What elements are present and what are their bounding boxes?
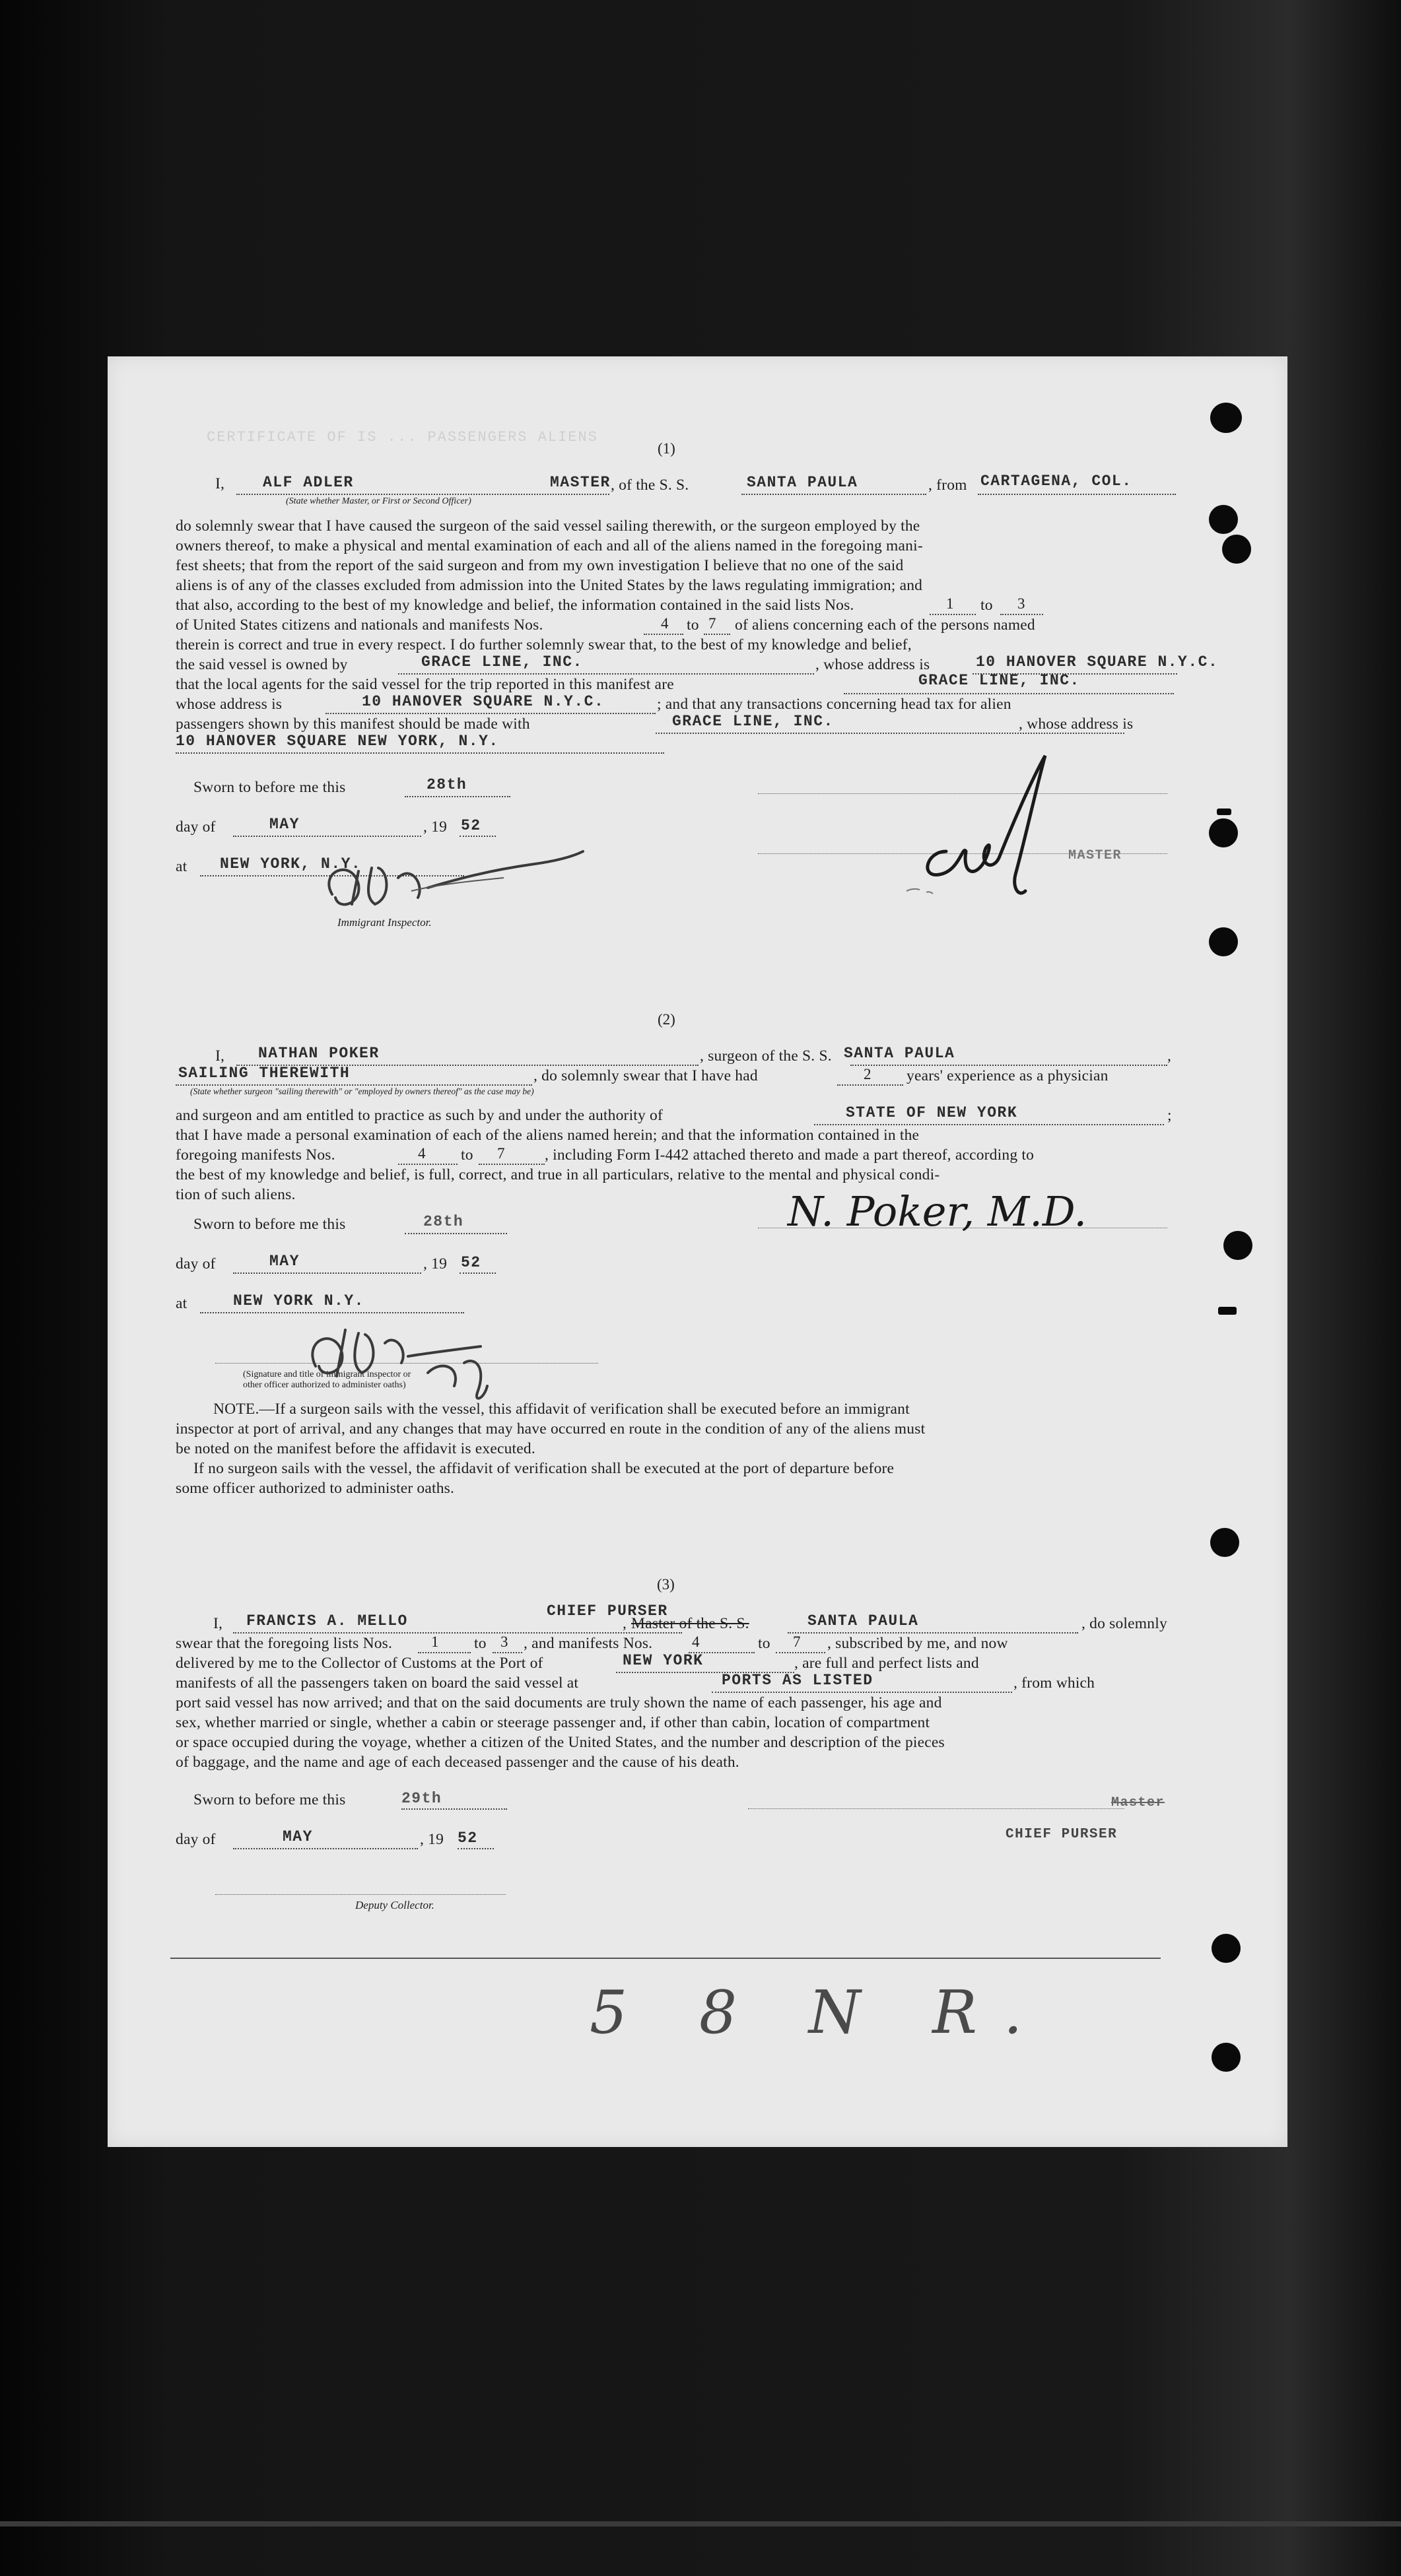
punch-hole [1210,1528,1239,1557]
label: to [758,1635,770,1652]
manifest-number: 7 [793,1634,801,1650]
ports-of-embarkation: PORTS AS LISTED [722,1672,873,1689]
affidavit-text: sex, whether married or single, whether a cabin or steerage passenger and, if other than cabin, location of compartment [176,1714,930,1731]
label: day of [176,1831,216,1848]
affidavit-text: whose address is [176,696,283,713]
sworn-year: 52 [461,1254,481,1271]
affidavit-text: passengers shown by this manifest should be made with [176,715,530,733]
section-number: (2) [658,1011,675,1028]
affidavit-text: delivered by me to the Collector of Customs at the Port of [176,1655,543,1672]
fill-line [236,494,609,495]
ship-name: SANTA PAULA [844,1045,955,1062]
faint-bleed-through: CERTIFICATE OF IS ... PASSENGERS ALIENS [207,429,598,446]
caption: (Signature and title of immigrant inspector or [243,1370,411,1379]
manifest-number: 7 [708,615,716,632]
affidavit-text: ; and that any transactions concerning head tax for alien [657,696,1011,713]
sworn-month: MAY [269,816,300,833]
affidavit-text: of baggage, and the name and age of each deceased passenger and the cause of his death. [176,1754,739,1771]
label: at [176,858,188,875]
list-number: 3 [1017,595,1025,612]
purser-name: FRANCIS A. MELLO [246,1612,408,1630]
sworn-day: 29th [401,1790,442,1807]
manifest-number: 4 [418,1145,426,1162]
ship-name: SANTA PAULA [807,1612,919,1630]
purser-rank: CHIEF PURSER [547,1602,668,1620]
affidavit-text: , from which [1013,1674,1095,1692]
section-number: (1) [658,440,675,457]
label: at [176,1295,188,1312]
years-experience: 2 [864,1066,871,1082]
punch-hole [1222,535,1251,564]
affidavit-text: and surgeon and am entitled to practice as such by and under the authority of [176,1107,664,1124]
handwritten-annotation [583,1967,1049,2063]
title-stamp: MASTER [1068,848,1122,863]
fill-line [233,1272,421,1274]
affidavit-text: , do solemnly [1081,1615,1167,1632]
label: , 19 [420,1831,444,1848]
fill-line [405,1233,507,1234]
departure-port: CARTAGENA, COL. [980,473,1132,490]
owner-address: 10 HANOVER SQUARE N.Y.C. [976,653,1219,671]
ship-name: SANTA PAULA [747,474,858,491]
inspector-signature [296,1294,520,1409]
label: , of the S. S. [611,477,689,494]
punch-hole [1209,505,1238,534]
label: , 19 [423,1255,448,1272]
scan-edge-line [0,2521,1401,2526]
punch-mark [1217,809,1231,815]
label: Sworn to before me this [193,1791,346,1808]
label: Master of the S. S. [631,1615,749,1632]
licensing-authority: STATE OF NEW YORK [846,1104,1018,1121]
label: , [1167,1047,1172,1065]
manifest-number: 7 [497,1145,505,1162]
surgeon-signature [781,1185,1124,1241]
fill-line [401,1808,507,1810]
fill-line [176,752,664,754]
label: day of [176,818,216,836]
label: Sworn to before me this [193,1216,346,1233]
affidavit-text: years' experience as a physician [906,1067,1109,1084]
master-name: ALF ADLER [263,474,354,491]
punch-hole [1210,403,1242,433]
affidavit-text: owners thereof, to make a physical and mental examination of each and all of the aliens named in the foregoing mani- [176,537,923,554]
handwritten-annotation-text: 5 8 N R. [590,1978,1049,2047]
affidavit-text: therein is correct and true in every respect. I do further solemnly swear that, to the best of my knowledge and belief, [176,636,912,653]
punch-hole [1212,2043,1241,2072]
agents-name: GRACE LINE, INC. [918,672,1080,689]
note-text: NOTE.—If a surgeon sails with the vessel, this affidavit of verification shall be executed before an immigrant [213,1401,910,1418]
label: to [687,616,699,634]
affidavit-text: manifests of all the passengers taken on board the said vessel at [176,1674,579,1692]
punch-hole [1209,818,1238,847]
fill-line [458,1848,494,1849]
note-text: inspector at port of arrival, and any changes that may have occurred en route in the condition of any of the aliens must [176,1420,926,1437]
fill-line [978,494,1176,495]
sworn-day: 28th [423,1213,464,1230]
label: to [980,597,993,614]
head-tax-agent: GRACE LINE, INC. [672,713,834,730]
fill-line [405,796,510,797]
fill-line [176,1084,532,1086]
list-number: 1 [431,1634,439,1650]
fill-line [460,1272,496,1274]
label: , 19 [423,818,448,836]
affidavit-text: , do solemnly swear that I have had [533,1067,758,1084]
affidavit-text: that the local agents for the said vessel for the trip reported in this manifest are [176,676,674,693]
note-text: some officer authorized to administer oaths. [176,1480,455,1497]
note-text: If no surgeon sails with the vessel, the affidavit of verification shall be executed at the port of departure before [193,1460,895,1477]
affidavit-text: , are full and perfect lists and [794,1655,979,1672]
surgeon-status: SAILING THEREWITH [178,1065,351,1082]
affidavit-text: that I have made a personal examination of each of the aliens named herein; and that the information contained in the [176,1127,920,1144]
head-tax-address: 10 HANOVER SQUARE NEW YORK, N.Y. [176,733,499,750]
affidavit-text: the said vessel is owned by [176,656,348,673]
punch-hole [1212,1934,1241,1963]
affidavit-text: tion of such aliens. [176,1186,296,1203]
fill-line [233,1848,418,1849]
label: to [474,1635,487,1652]
label: , whose address is [1019,715,1134,733]
caption: Immigrant Inspector. [337,916,432,929]
sworn-year: 52 [461,817,481,834]
label: Sworn to before me this [193,779,346,796]
sworn-place: NEW YORK, N.Y. [220,855,362,873]
label: ; [1167,1107,1172,1124]
affidavit-text: that also, according to the best of my knowledge and belief, the information contained in the said lists Nos. [176,597,854,614]
manifest-number: 4 [661,615,669,632]
divider [170,1958,1161,1959]
arrival-port: NEW YORK [623,1652,704,1669]
label: , surgeon of the S. S. [700,1047,832,1065]
master-signature [900,752,1072,908]
agents-address: 10 HANOVER SQUARE N.Y.C. [362,693,605,710]
sworn-year: 52 [458,1830,478,1847]
affidavit-text: , including Form I-442 attached thereto and made a part thereof, according to [545,1146,1035,1164]
note-text: be noted on the manifest before the affidavit is executed. [176,1440,535,1457]
affidavit-text: do solemnly swear that I have caused the surgeon of the said vessel sailing therewith, or the surgeon employed by the [176,517,920,535]
label: day of [176,1255,216,1272]
affidavit-text: fest sheets; that from the report of the said surgeon and from my own investigation I believe that no one of the said [176,557,904,574]
caption: Deputy Collector. [355,1899,434,1911]
fill-line [748,1808,1124,1809]
sworn-day: 28th [427,776,467,793]
affidavit-text: the best of my knowledge and belief, is full, correct, and true in all particulars, relative to the mental and physical condi- [176,1166,940,1183]
note: (State whether Master, or First or Second Officer) [286,496,471,506]
label: to [461,1146,473,1164]
section-number: (3) [657,1576,675,1593]
punch-hole [1223,1231,1252,1260]
affidavit-text: , subscribed by me, and now [827,1635,1008,1652]
label: I, [215,1047,225,1065]
surgeon-signature-text: N. Poker, M.D. [788,1187,1087,1236]
fill-line [215,1894,506,1895]
master-rank: MASTER [550,474,611,491]
punch-hole [1209,927,1238,956]
surgeon-name: NATHAN POKER [258,1045,380,1062]
fill-line [741,494,926,495]
sworn-place: NEW YORK N.Y. [233,1292,364,1309]
manifest-number: 4 [692,1634,700,1650]
label: , from [928,477,967,494]
affidavit-text: or space occupied during the voyage, whether a citizen of the United States, and the number and description of the pieces [176,1734,945,1751]
punch-mark [1218,1307,1237,1315]
fill-line [837,1084,903,1086]
affidavit-text: of United States citizens and nationals and manifests Nos. [176,616,543,634]
signer-title: CHIEF PURSER [1006,1827,1118,1842]
affidavit-text: port said vessel has now arrived; and that on the said documents are truly shown the name of each passenger, his age and [176,1694,942,1711]
affidavit-text: aliens is of any of the classes excluded from admission into the United States by the laws regulating immigration; and [176,577,923,594]
caption: other officer authorized to administer oaths) [243,1380,406,1390]
label: I, [215,475,225,492]
inspector-signature [312,832,590,921]
sworn-month: MAY [283,1828,313,1845]
label: , whose address is [815,656,930,673]
affidavit-page [108,356,1287,2147]
label: , [623,1615,627,1632]
list-number: 3 [500,1634,508,1650]
struck-title: Master [1111,1795,1165,1810]
note: (State whether surgeon "sailing therewith" or "employed by owners thereof" as the case may be) [190,1086,534,1096]
label: I, [213,1615,223,1632]
affidavit-text: foregoing manifests Nos. [176,1146,335,1164]
sworn-month: MAY [269,1253,300,1270]
affidavit-text: of aliens concerning each of the persons named [735,616,1035,634]
list-number: 1 [946,595,954,612]
affidavit-text: , and manifests Nos. [524,1635,653,1652]
affidavit-text: swear that the foregoing lists Nos. [176,1635,393,1652]
owner-name: GRACE LINE, INC. [421,653,583,671]
